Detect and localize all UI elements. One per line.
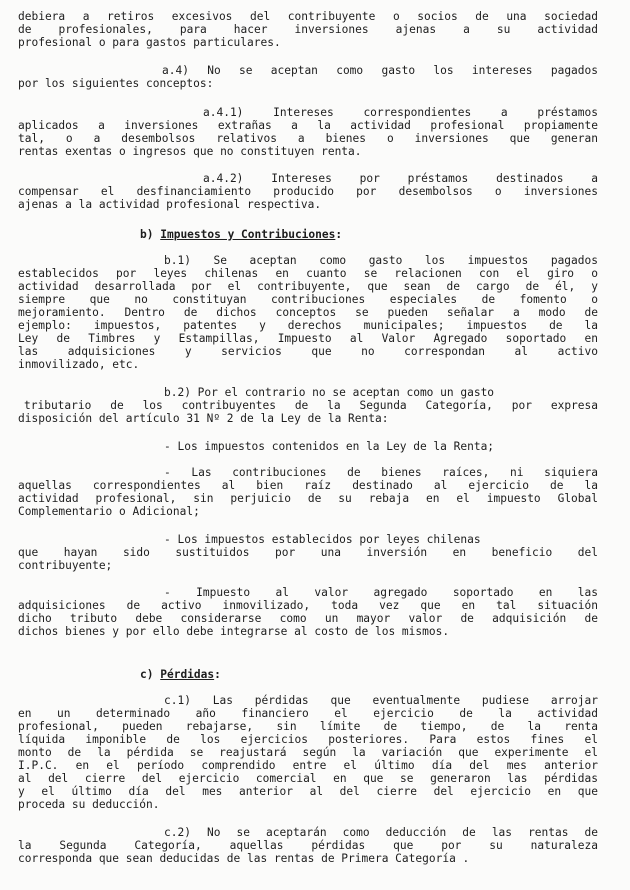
text-line: las adquisiciones y servicios que no correspondan al activo: [18, 345, 598, 358]
text-line: b.1) Se aceptan como gasto los impuestos pagados: [164, 254, 598, 267]
heading-title: Impuestos y Contribuciones: [160, 228, 336, 241]
text-line: b.2) Por el contrario no se aceptan como un gasto: [164, 386, 495, 399]
text-line: dicho tributo debe considerarse como un mayor valor de adquisición de: [18, 612, 598, 625]
text-line: tal, o a desembolsos relativos a bienes o inversiones que generan: [18, 132, 598, 145]
text-line: Complementario o Adicional;: [18, 505, 200, 518]
text-line: la Segunda Categoría, aquellas pérdidas que por su naturaleza: [18, 839, 598, 852]
section-heading-c: [140, 668, 540, 681]
text-line: por los siguientes conceptos:: [18, 77, 214, 90]
text-line: adquisiciones de activo inmovilizado, toda vez que en tal situación: [18, 599, 598, 612]
text-line: en un determinado año financiero el ejercicio de la actividad: [18, 707, 598, 720]
text-line: debiera a retiros excesivos del contribuyente o socios de una sociedad: [18, 10, 598, 23]
heading-prefix: c): [140, 668, 154, 681]
text-line: tributario de los contribuyentes de la Segunda Categoría, por expresa: [24, 399, 598, 412]
text-line: - Los impuestos contenidos en la Ley de la Renta;: [164, 440, 495, 453]
text-line: siempre que no constituyan contribuciones especiales de fomento o: [18, 293, 598, 306]
text-line: líquida imponible de los ejercicios posteriores. Para estos fines el: [18, 733, 598, 746]
text-line: corresponda que sean deducidas de las rentas de Primera Categoría .: [18, 852, 470, 865]
text-line: profesional, pueden rebajarse, sin límite de tiempo, de la renta: [18, 720, 598, 733]
text-line: ajenas a la actividad profesional respectiva.: [18, 198, 322, 211]
text-line: y el último día del mes anterior al del cierre del ejercicio en que: [18, 785, 598, 798]
text-line: actividad desarrollada por el contribuyente, que sean de cargo de él, y: [18, 280, 598, 293]
text-line: compensar el desfinanciamiento producido por desembolsos o inversiones: [18, 185, 598, 198]
section-heading-b: [140, 228, 540, 241]
text-line: actividad profesional, sin perjuicio de su rebaja en el impuesto Global: [18, 492, 598, 505]
text-line: ejemplo: impuestos, patentes y derechos municipales; impuestos de la: [18, 319, 598, 332]
text-line: profesional o para gastos particulares.: [18, 36, 281, 49]
text-line: que hayan sido sustituidos por una inversión en beneficio del: [18, 546, 598, 559]
text-line: contribuyente;: [18, 559, 113, 572]
text-line: Ley de Timbres y Estampillas, Impuesto al Valor Agregado soportado en: [18, 332, 598, 345]
text-line: - Los impuestos establecidos por leyes chilenas: [164, 533, 481, 546]
text-line: a.4) No se aceptan como gasto los intereses pagados: [162, 64, 598, 77]
text-line: dichos bienes y por ello debe integrarse al costo de los mismos.: [18, 625, 450, 638]
heading-suffix: :: [214, 668, 221, 681]
text-line: establecidos por leyes chilenas en cuanto se relacionen con el giro o: [18, 267, 598, 280]
heading-suffix: :: [335, 228, 343, 241]
text-line: I.P.C. en el período comprendido entre el último día del mes anterior: [18, 759, 598, 772]
text-line: c.2) No se aceptarán como deducción de las rentas de: [164, 826, 598, 839]
heading-title: Pérdidas: [160, 668, 215, 681]
text-line: rentas exentas o ingresos que no constituyen renta.: [18, 145, 362, 158]
text-line: inmovilizado, etc.: [18, 358, 140, 371]
text-line: proceda su deducción.: [18, 798, 160, 811]
text-line: aquellas correspondientes al bien raíz destinado al ejercicio de la: [18, 479, 598, 492]
text-line: disposición del artículo 31 Nº 2 de la Ley de la Renta:: [18, 412, 389, 425]
text-line: - Impuesto al valor agregado soportado en las: [164, 586, 598, 599]
text-line: a.4.1) Intereses correspondientes a préstamos: [203, 106, 598, 119]
text-line: - Las contribuciones de bienes raíces, ni siquiera: [164, 466, 598, 479]
text-line: aplicados a inversiones extrañas a la actividad profesional propiamente: [18, 119, 598, 132]
text-line: a.4.2) Intereses por préstamos destinados a: [203, 172, 598, 185]
text-line: al del cierre del ejercicio comercial en que se generaron las pérdidas: [18, 772, 598, 785]
text-line: c.1) Las pérdidas que eventualmente pudiese arrojar: [164, 694, 598, 707]
text-line: monto de la pérdida se reajustará según la variación que experimente el: [18, 746, 598, 759]
text-line: mejoramiento. Dentro de dichos conceptos se pueden señalar a modo de: [18, 306, 598, 319]
text-line: de profesionales, para hacer inversiones ajenas a su actividad: [18, 23, 598, 36]
heading-prefix: b): [140, 228, 154, 241]
